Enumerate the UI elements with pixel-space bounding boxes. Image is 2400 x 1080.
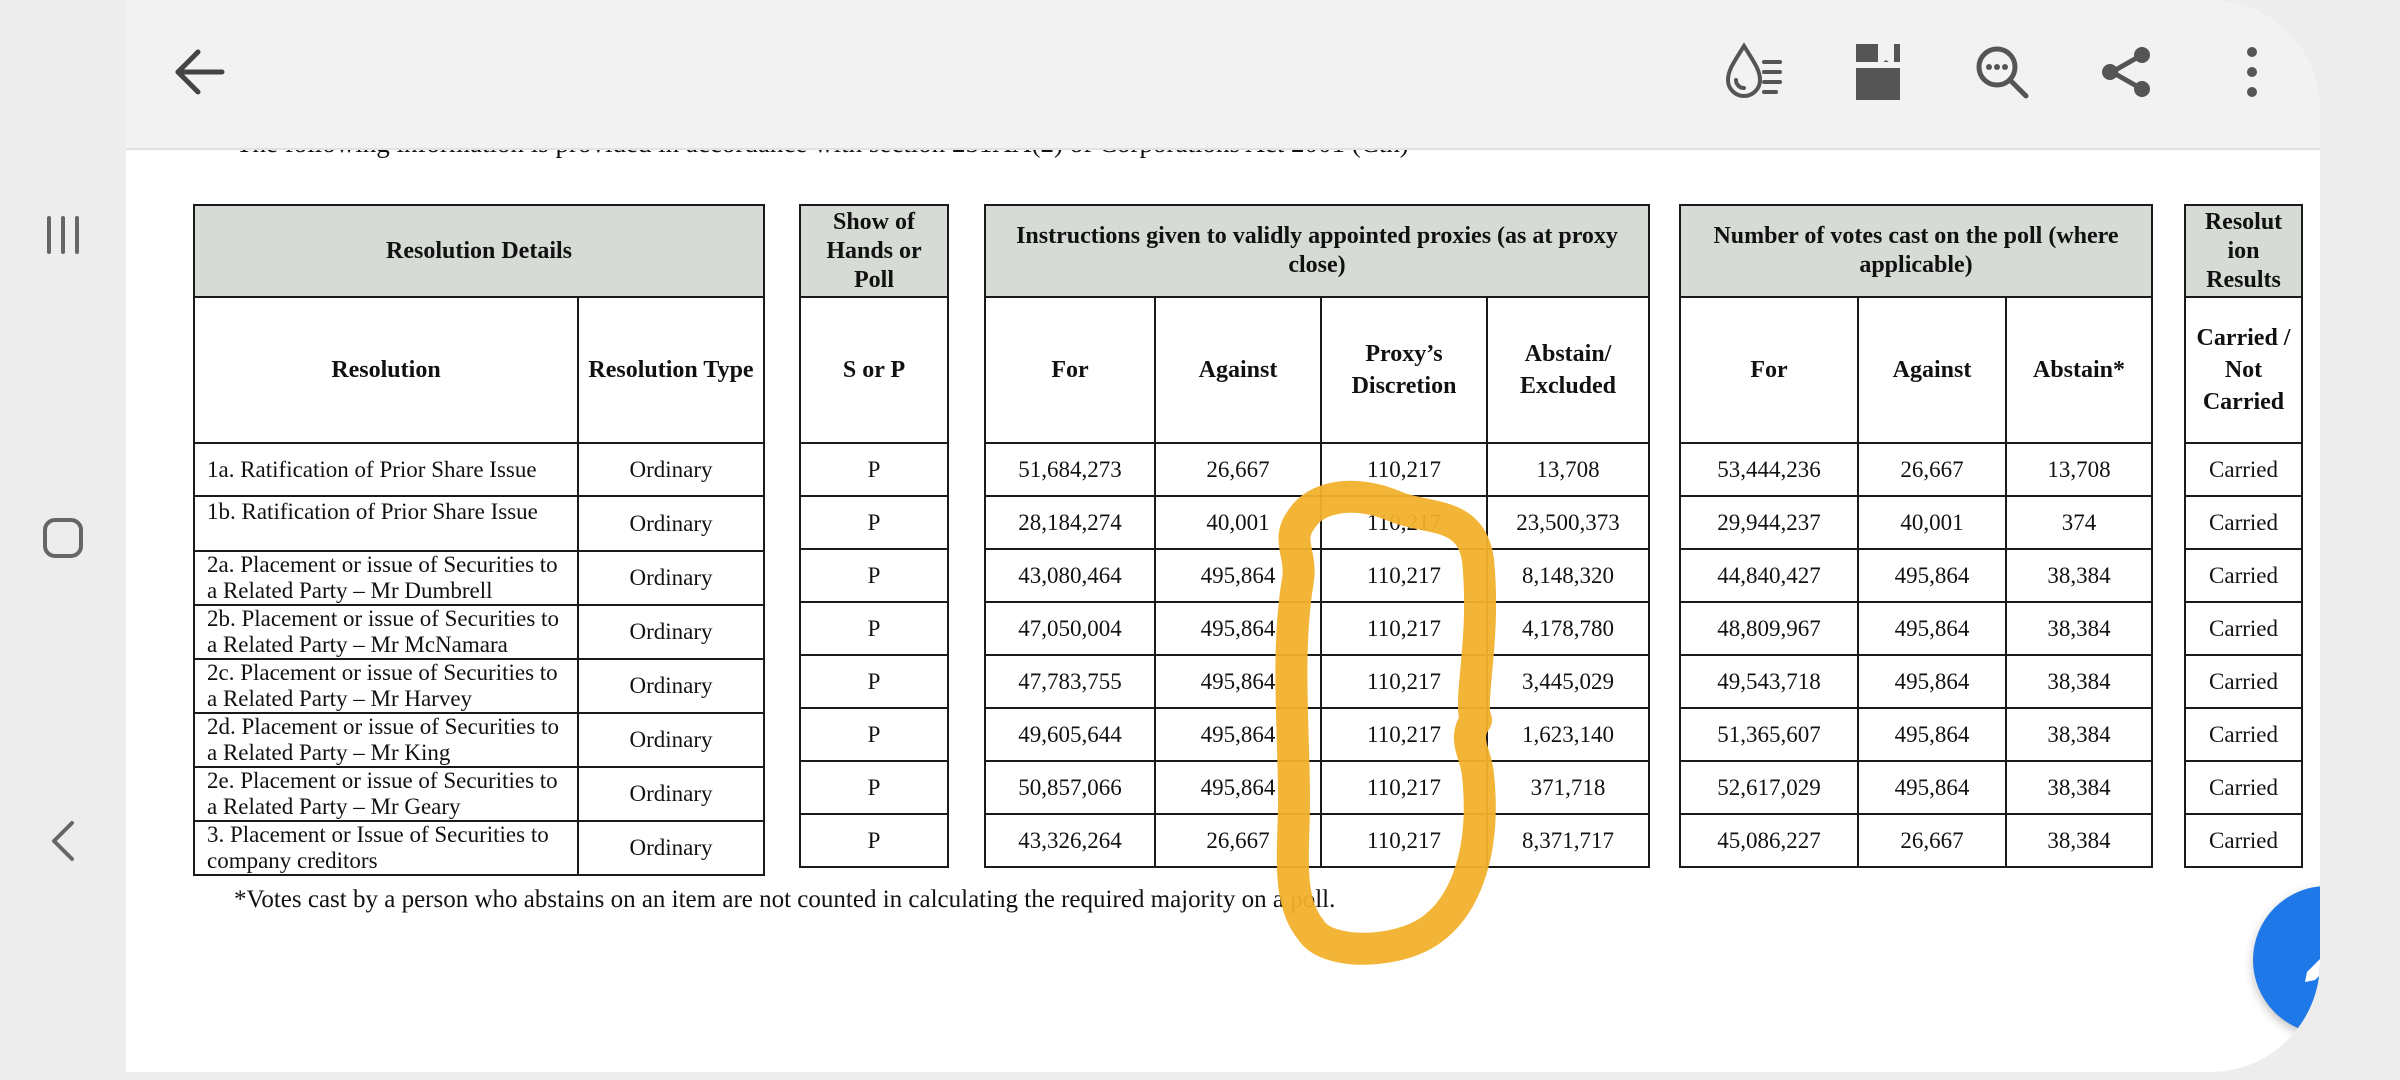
app-bar [126, 0, 2320, 150]
recents-icon[interactable] [38, 210, 88, 260]
resolution-results-header: Resolut ion Results [2185, 205, 2302, 297]
proxy-discretion-value: 110,217 [1321, 655, 1487, 708]
resolution-type-column-header: Resolution Type [578, 297, 764, 443]
resolution-type: Ordinary [578, 443, 764, 496]
proxy-for-value: 50,857,066 [985, 761, 1155, 814]
back-arrow-icon[interactable] [162, 34, 238, 110]
result-value: Carried [2185, 602, 2302, 655]
proxy-discretion-value: 110,217 [1321, 602, 1487, 655]
poll-votes-table [1679, 204, 2153, 868]
proxy-instructions-table [984, 204, 1650, 868]
poll-against-value: 495,864 [1858, 708, 2006, 761]
poll-for-value: 44,840,427 [1680, 549, 1858, 602]
poll-abstain-value: 38,384 [2006, 655, 2152, 708]
result-value: Carried [2185, 708, 2302, 761]
proxy-for-value: 47,783,755 [985, 655, 1155, 708]
proxy-against-value: 495,864 [1155, 655, 1321, 708]
resolution-type: Ordinary [578, 767, 764, 821]
poll-abstain-value: 38,384 [2006, 549, 2152, 602]
more-icon[interactable] [2214, 34, 2290, 110]
against-column-header: Against [1155, 297, 1321, 443]
resolution-name: 2e. Placement or issue of Securities to a Related Party – Mr Geary [194, 767, 578, 821]
proxy-for-value: 28,184,274 [985, 496, 1155, 549]
show-of-hands-table [799, 204, 949, 868]
s-or-p-value: P [800, 443, 948, 496]
resolution-type: Ordinary [578, 713, 764, 767]
proxy-discretion-value: 110,217 [1321, 496, 1487, 549]
poll-abstain-value: 38,384 [2006, 761, 2152, 814]
poll-abstain-value: 38,384 [2006, 814, 2152, 867]
poll-against-value: 495,864 [1858, 549, 2006, 602]
proxy-abstain-value: 4,178,780 [1487, 602, 1649, 655]
resolution-details-table [193, 204, 765, 876]
poll-against-column-header: Against [1858, 297, 2006, 443]
bookmark-icon[interactable] [1840, 34, 1916, 110]
proxy-abstain-value: 1,623,140 [1487, 708, 1649, 761]
proxy-discretion-value: 110,217 [1321, 814, 1487, 867]
proxy-for-value: 47,050,004 [985, 602, 1155, 655]
proxy-for-value: 51,684,273 [985, 443, 1155, 496]
poll-against-value: 495,864 [1858, 655, 2006, 708]
document-page [126, 0, 2320, 1072]
proxy-discretion-value: 110,217 [1321, 549, 1487, 602]
resolution-name: 1a. Ratification of Prior Share Issue [194, 443, 578, 496]
poll-for-column-header: For [1680, 297, 1858, 443]
poll-abstain-value: 13,708 [2006, 443, 2152, 496]
s-or-p-column-header: S or P [800, 297, 948, 443]
poll-against-value: 40,001 [1858, 496, 2006, 549]
show-of-hands-header: Show of Hands or Poll [800, 205, 948, 297]
abstain-excluded-column-header: Abstain/ Excluded [1487, 297, 1649, 443]
proxy-for-value: 49,605,644 [985, 708, 1155, 761]
navigation-rail [0, 0, 126, 1080]
proxy-against-value: 495,864 [1155, 549, 1321, 602]
proxy-against-value: 26,667 [1155, 814, 1321, 867]
carried-column-header: Carried / Not Carried [2185, 297, 2302, 443]
share-icon[interactable] [2088, 34, 2164, 110]
resolution-type: Ordinary [578, 496, 764, 551]
resolution-type: Ordinary [578, 821, 764, 875]
result-value: Carried [2185, 814, 2302, 867]
poll-for-value: 51,365,607 [1680, 708, 1858, 761]
poll-abstain-value: 38,384 [2006, 708, 2152, 761]
proxy-abstain-value: 8,371,717 [1487, 814, 1649, 867]
proxy-against-value: 495,864 [1155, 602, 1321, 655]
home-icon[interactable] [38, 513, 88, 563]
proxy-for-value: 43,326,264 [985, 814, 1155, 867]
poll-against-value: 495,864 [1858, 602, 2006, 655]
resolution-details-header: Resolution Details [194, 205, 764, 297]
proxy-discretion-value: 110,217 [1321, 443, 1487, 496]
poll-for-value: 49,543,718 [1680, 655, 1858, 708]
proxy-for-value: 43,080,464 [985, 549, 1155, 602]
resolution-type: Ordinary [578, 659, 764, 713]
proxy-abstain-value: 23,500,373 [1487, 496, 1649, 549]
poll-for-value: 53,444,236 [1680, 443, 1858, 496]
result-value: Carried [2185, 496, 2302, 549]
proxy-against-value: 495,864 [1155, 708, 1321, 761]
result-value: Carried [2185, 549, 2302, 602]
poll-abstain-column-header: Abstain* [2006, 297, 2152, 443]
s-or-p-value: P [800, 814, 948, 867]
document-viewer [126, 0, 2320, 1072]
poll-for-value: 52,617,029 [1680, 761, 1858, 814]
resolution-name: 2d. Placement or issue of Securities to a Related Party – Mr King [194, 713, 578, 767]
resolution-results-table [2184, 204, 2303, 868]
reading-mode-icon[interactable] [1716, 34, 1792, 110]
s-or-p-value: P [800, 761, 948, 814]
resolution-column-header: Resolution [194, 297, 578, 443]
poll-for-value: 48,809,967 [1680, 602, 1858, 655]
proxy-abstain-value: 13,708 [1487, 443, 1649, 496]
result-value: Carried [2185, 443, 2302, 496]
resolution-name: 2b. Placement or issue of Securities to a Related Party – Mr McNamara [194, 605, 578, 659]
poll-for-value: 45,086,227 [1680, 814, 1858, 867]
resolution-type: Ordinary [578, 551, 764, 605]
poll-against-value: 495,864 [1858, 761, 2006, 814]
proxy-abstain-value: 3,445,029 [1487, 655, 1649, 708]
poll-abstain-value: 38,384 [2006, 602, 2152, 655]
edit-pencil-icon [2295, 928, 2320, 992]
proxy-discretion-column-header: Proxy’s Discretion [1321, 297, 1487, 443]
resolution-name: 2c. Placement or issue of Securities to a Related Party – Mr Harvey [194, 659, 578, 713]
s-or-p-value: P [800, 655, 948, 708]
poll-votes-header: Number of votes cast on the poll (where applicable) [1680, 205, 2152, 297]
back-chevron-icon[interactable] [38, 816, 88, 866]
poll-abstain-value: 374 [2006, 496, 2152, 549]
poll-against-value: 26,667 [1858, 814, 2006, 867]
s-or-p-value: P [800, 549, 948, 602]
proxy-discretion-value: 110,217 [1321, 761, 1487, 814]
s-or-p-value: P [800, 708, 948, 761]
resolution-name: 3. Placement or Issue of Securities to company creditors [194, 821, 578, 875]
search-icon[interactable] [1964, 34, 2040, 110]
resolution-name: 2a. Placement or issue of Securities to a Related Party – Mr Dumbrell [194, 551, 578, 605]
poll-against-value: 26,667 [1858, 443, 2006, 496]
result-value: Carried [2185, 655, 2302, 708]
footnote: *Votes cast by a person who abstains on an item are not counted in calculating the required majority on a poll. [234, 886, 1336, 913]
proxy-abstain-value: 8,148,320 [1487, 549, 1649, 602]
proxy-against-value: 40,001 [1155, 496, 1321, 549]
proxy-against-value: 495,864 [1155, 761, 1321, 814]
proxy-discretion-value: 110,217 [1321, 708, 1487, 761]
poll-for-value: 29,944,237 [1680, 496, 1858, 549]
result-value: Carried [2185, 761, 2302, 814]
for-column-header: For [985, 297, 1155, 443]
s-or-p-value: P [800, 496, 948, 549]
s-or-p-value: P [800, 602, 948, 655]
proxy-abstain-value: 371,718 [1487, 761, 1649, 814]
resolution-name: 1b. Ratification of Prior Share Issue [194, 496, 578, 551]
proxy-instructions-header: Instructions given to validly appointed proxies (as at proxy close) [985, 205, 1649, 297]
proxy-against-value: 26,667 [1155, 443, 1321, 496]
resolution-type: Ordinary [578, 605, 764, 659]
